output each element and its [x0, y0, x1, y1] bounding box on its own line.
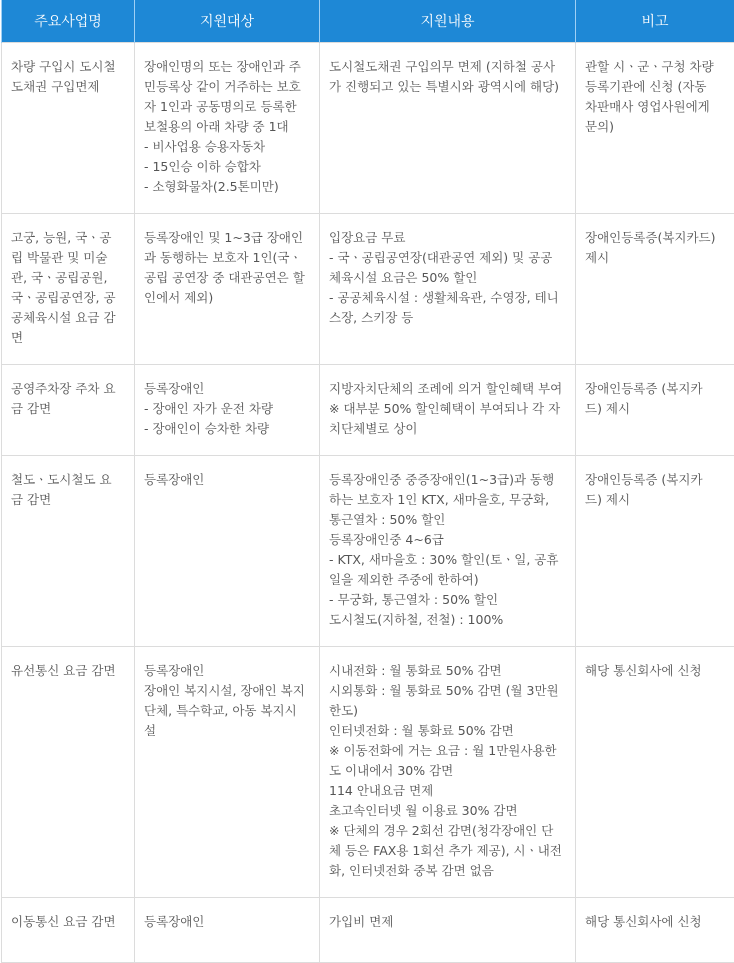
- cell-line: 민등록상 같이 거주하는 보호: [144, 77, 311, 97]
- cell-line: 장애인등록증 (복지카: [585, 379, 726, 399]
- cell-line: 등록장애인중 중증장애인(1~3급)과 동행: [329, 470, 567, 490]
- cell-line: 해당 통신회사에 신청: [585, 661, 726, 681]
- cell-note: [576, 214, 734, 365]
- cell-line: 시내전화 : 월 통화료 50% 감면: [329, 661, 567, 681]
- cell-line: 체 등은 FAX용 1회선 추가 제공), 시ㆍ내전: [329, 841, 567, 861]
- cell-line: 등록장애인: [144, 661, 311, 681]
- cell-line: ※ 이동전화에 거는 요금 : 월 1만원사용한: [329, 741, 567, 761]
- cell-line: 등록장애인: [144, 912, 311, 932]
- cell-line: 등록기관에 신청 (자동: [585, 77, 726, 97]
- cell-program-name: [2, 647, 135, 898]
- cell-line: 유선통신 요금 감면: [11, 661, 126, 681]
- cell-target: [135, 365, 320, 456]
- cell-line: 지방자치단체의 조례에 의거 할인혜택 부여: [329, 379, 567, 399]
- cell-line: 하는 보호자 1인 KTX, 새마을호, 무궁화,: [329, 490, 567, 510]
- cell-line: 도 이내에서 30% 감면: [329, 761, 567, 781]
- cell-line: 국ㆍ공립공연장, 공: [11, 288, 126, 308]
- cell-note: [576, 898, 734, 963]
- cell-line: 입장요금 무료: [329, 228, 567, 248]
- cell-line: 초고속인터넷 월 이용료 30% 감면: [329, 801, 567, 821]
- header-target: 지원대상: [135, 0, 320, 43]
- cell-content: [320, 365, 576, 456]
- cell-line: 스장, 스키장 등: [329, 308, 567, 328]
- cell-line: 체육시설 요금은 50% 할인: [329, 268, 567, 288]
- cell-line: 공립 공연장 중 대관공연은 할: [144, 268, 311, 288]
- cell-line: 차판매사 영업사원에게: [585, 97, 726, 117]
- cell-line: 드) 제시: [585, 490, 726, 510]
- cell-line: 장애인명의 또는 장애인과 주: [144, 57, 311, 77]
- cell-line: 등록장애인중 4~6급: [329, 530, 567, 550]
- header-program-name: 주요사업명: [2, 0, 135, 43]
- cell-line: 설: [144, 721, 311, 741]
- cell-line: 공체육시설 요금 감: [11, 308, 126, 328]
- cell-line: 도시철도채권 구입의무 면제 (지하철 공사: [329, 57, 567, 77]
- cell-line: 차량 구입시 도시철: [11, 57, 126, 77]
- cell-line: 자 1인과 공동명의로 등록한: [144, 97, 311, 117]
- cell-program-name: [2, 898, 135, 963]
- cell-line: 인터넷전화 : 월 통화료 50% 감면: [329, 721, 567, 741]
- cell-line: 문의): [585, 117, 726, 137]
- cell-line: 고궁, 능원, 국ㆍ공: [11, 228, 126, 248]
- table-row: [2, 43, 734, 214]
- cell-line: 114 안내요금 면제: [329, 781, 567, 801]
- cell-line: 화, 인터넷전화 중복 감면 없음: [329, 861, 567, 881]
- cell-line: - 비사업용 승용자동차: [144, 137, 311, 157]
- cell-line: 단체, 특수학교, 아동 복지시: [144, 701, 311, 721]
- cell-line: 드) 제시: [585, 399, 726, 419]
- cell-line: - 공공체육시설 : 생활체육관, 수영장, 테니: [329, 288, 567, 308]
- header-content: 지원내용: [320, 0, 576, 43]
- cell-line: 인에서 제외): [144, 288, 311, 308]
- cell-target: [135, 647, 320, 898]
- cell-line: 한도): [329, 701, 567, 721]
- cell-line: - 장애인이 승차한 차량: [144, 419, 311, 439]
- benefits-table: [1, 0, 734, 963]
- cell-content: [320, 456, 576, 647]
- cell-line: 철도ㆍ도시철도 요: [11, 470, 126, 490]
- cell-line: 등록장애인 및 1~3급 장애인: [144, 228, 311, 248]
- cell-line: 가입비 면제: [329, 912, 567, 932]
- cell-program-name: [2, 43, 135, 214]
- cell-program-name: [2, 365, 135, 456]
- cell-line: 장애인 복지시설, 장애인 복지: [144, 681, 311, 701]
- cell-line: 공영주차장 주차 요: [11, 379, 126, 399]
- cell-line: 관, 국ㆍ공립공원,: [11, 268, 126, 288]
- cell-line: - KTX, 새마을호 : 30% 할인(토ㆍ일, 공휴: [329, 550, 567, 570]
- cell-line: 이동통신 요금 감면: [11, 912, 126, 932]
- table-row: [2, 456, 734, 647]
- cell-note: [576, 647, 734, 898]
- cell-line: - 국ㆍ공립공연장(대관공연 제외) 및 공공: [329, 248, 567, 268]
- cell-line: 도채권 구입면제: [11, 77, 126, 97]
- cell-line: 장애인등록증 (복지카: [585, 470, 726, 490]
- cell-line: 립 박물관 및 미술: [11, 248, 126, 268]
- cell-line: - 15인승 이하 승합차: [144, 157, 311, 177]
- cell-target: [135, 214, 320, 365]
- cell-line: 도시철도(지하철, 전철) : 100%: [329, 610, 567, 630]
- cell-line: ※ 단체의 경우 2회선 감면(청각장애인 단: [329, 821, 567, 841]
- cell-line: - 소형화물차(2.5톤미만): [144, 177, 311, 197]
- cell-line: - 장애인 자가 운전 차량: [144, 399, 311, 419]
- cell-content: [320, 214, 576, 365]
- cell-note: [576, 43, 734, 214]
- cell-line: 해당 통신회사에 신청: [585, 912, 726, 932]
- cell-line: 통근열차 : 50% 할인: [329, 510, 567, 530]
- cell-line: 관할 시ㆍ군ㆍ구청 차량: [585, 57, 726, 77]
- cell-program-name: [2, 214, 135, 365]
- table-row: [2, 365, 734, 456]
- header-note: 비고: [576, 0, 734, 43]
- cell-program-name: [2, 456, 135, 647]
- cell-note: [576, 456, 734, 647]
- cell-content: [320, 43, 576, 214]
- cell-line: ※ 대부분 50% 할인혜택이 부여되나 각 자: [329, 399, 567, 419]
- table-row: [2, 214, 734, 365]
- header-row: [2, 0, 734, 43]
- cell-target: [135, 456, 320, 647]
- cell-line: 보철용의 아래 차량 중 1대: [144, 117, 311, 137]
- cell-content: [320, 898, 576, 963]
- cell-line: - 무궁화, 통근열차 : 50% 할인: [329, 590, 567, 610]
- cell-line: 금 감면: [11, 399, 126, 419]
- cell-line: 가 진행되고 있는 특별시와 광역시에 해당): [329, 77, 567, 97]
- cell-line: 치단체별로 상이: [329, 419, 567, 439]
- table-row: [2, 647, 734, 898]
- cell-content: [320, 647, 576, 898]
- cell-line: 금 감면: [11, 490, 126, 510]
- cell-line: 시외통화 : 월 통화료 50% 감면 (월 3만원: [329, 681, 567, 701]
- cell-line: 장애인등록증(복지카드): [585, 228, 726, 248]
- cell-line: 등록장애인: [144, 470, 311, 490]
- cell-line: 일을 제외한 주중에 한하여): [329, 570, 567, 590]
- cell-line: 제시: [585, 248, 726, 268]
- cell-note: [576, 365, 734, 456]
- cell-target: [135, 43, 320, 214]
- table-row: [2, 898, 734, 963]
- cell-line: 과 동행하는 보호자 1인(국ㆍ: [144, 248, 311, 268]
- cell-line: 등록장애인: [144, 379, 311, 399]
- cell-target: [135, 898, 320, 963]
- cell-line: 면: [11, 328, 126, 348]
